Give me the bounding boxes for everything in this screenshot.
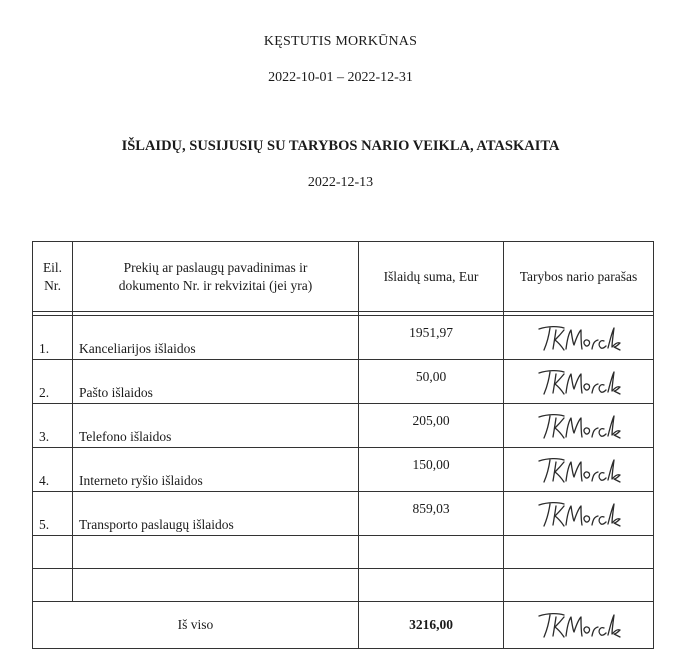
expense-table bbox=[32, 241, 654, 649]
report-title: IŠLAIDŲ, SUSIJUSIŲ SU TARYBOS NARIO VEIKLA, ATASKAITA bbox=[121, 138, 560, 154]
row-amount: 150,00 bbox=[359, 448, 504, 492]
table-row bbox=[33, 404, 654, 448]
row-number: 4. bbox=[33, 448, 73, 492]
row-number: 5. bbox=[33, 492, 73, 536]
header-number bbox=[33, 242, 73, 312]
header-item-line2: dokumento Nr. ir rekvizitai (jei yra) bbox=[118, 277, 313, 293]
header-item bbox=[73, 242, 359, 312]
total-row bbox=[33, 602, 654, 649]
row-number: 1. bbox=[33, 316, 73, 360]
header-signature: Tarybos nario parašas bbox=[504, 242, 654, 312]
signature-image bbox=[504, 367, 653, 397]
row-number: 3. bbox=[33, 404, 73, 448]
author-name: KĘSTUTIS MORKŪNAS bbox=[263, 34, 418, 49]
signature-image bbox=[504, 610, 653, 640]
table-row bbox=[33, 448, 654, 492]
row-item: Interneto ryšio išlaidos bbox=[73, 448, 359, 492]
report-date: 2022-12-13 bbox=[307, 175, 374, 190]
empty-row bbox=[33, 536, 654, 569]
row-item: Telefono išlaidos bbox=[73, 404, 359, 448]
row-item: Transporto paslaugų išlaidos bbox=[73, 492, 359, 536]
signature-image bbox=[504, 411, 653, 441]
table-row bbox=[33, 316, 654, 360]
signature-image bbox=[504, 499, 653, 529]
total-amount: 3216,00 bbox=[359, 602, 504, 649]
row-amount: 1951,97 bbox=[359, 316, 504, 360]
total-signature bbox=[504, 602, 654, 649]
row-amount: 205,00 bbox=[359, 404, 504, 448]
row-signature bbox=[504, 492, 654, 536]
header-number-line2: Nr. bbox=[44, 277, 61, 293]
row-item: Pašto išlaidos bbox=[73, 360, 359, 404]
row-signature bbox=[504, 448, 654, 492]
row-item: Kanceliarijos išlaidos bbox=[73, 316, 359, 360]
signature-image bbox=[504, 323, 653, 353]
row-signature bbox=[504, 360, 654, 404]
table-header-row bbox=[33, 242, 654, 312]
total-label: Iš viso bbox=[33, 602, 359, 649]
header-amount: Išlaidų suma, Eur bbox=[359, 242, 504, 312]
row-number: 2. bbox=[33, 360, 73, 404]
header-item-line1: Prekių ar paslaugų pavadinimas ir bbox=[123, 259, 308, 275]
row-signature bbox=[504, 316, 654, 360]
row-amount: 859,03 bbox=[359, 492, 504, 536]
empty-row bbox=[33, 569, 654, 602]
table-row bbox=[33, 360, 654, 404]
header-number-line1: Eil. bbox=[42, 259, 63, 275]
report-period: 2022-10-01 – 2022-12-31 bbox=[268, 70, 413, 85]
row-amount: 50,00 bbox=[359, 360, 504, 404]
table-row bbox=[33, 492, 654, 536]
row-signature bbox=[504, 404, 654, 448]
signature-image bbox=[504, 455, 653, 485]
